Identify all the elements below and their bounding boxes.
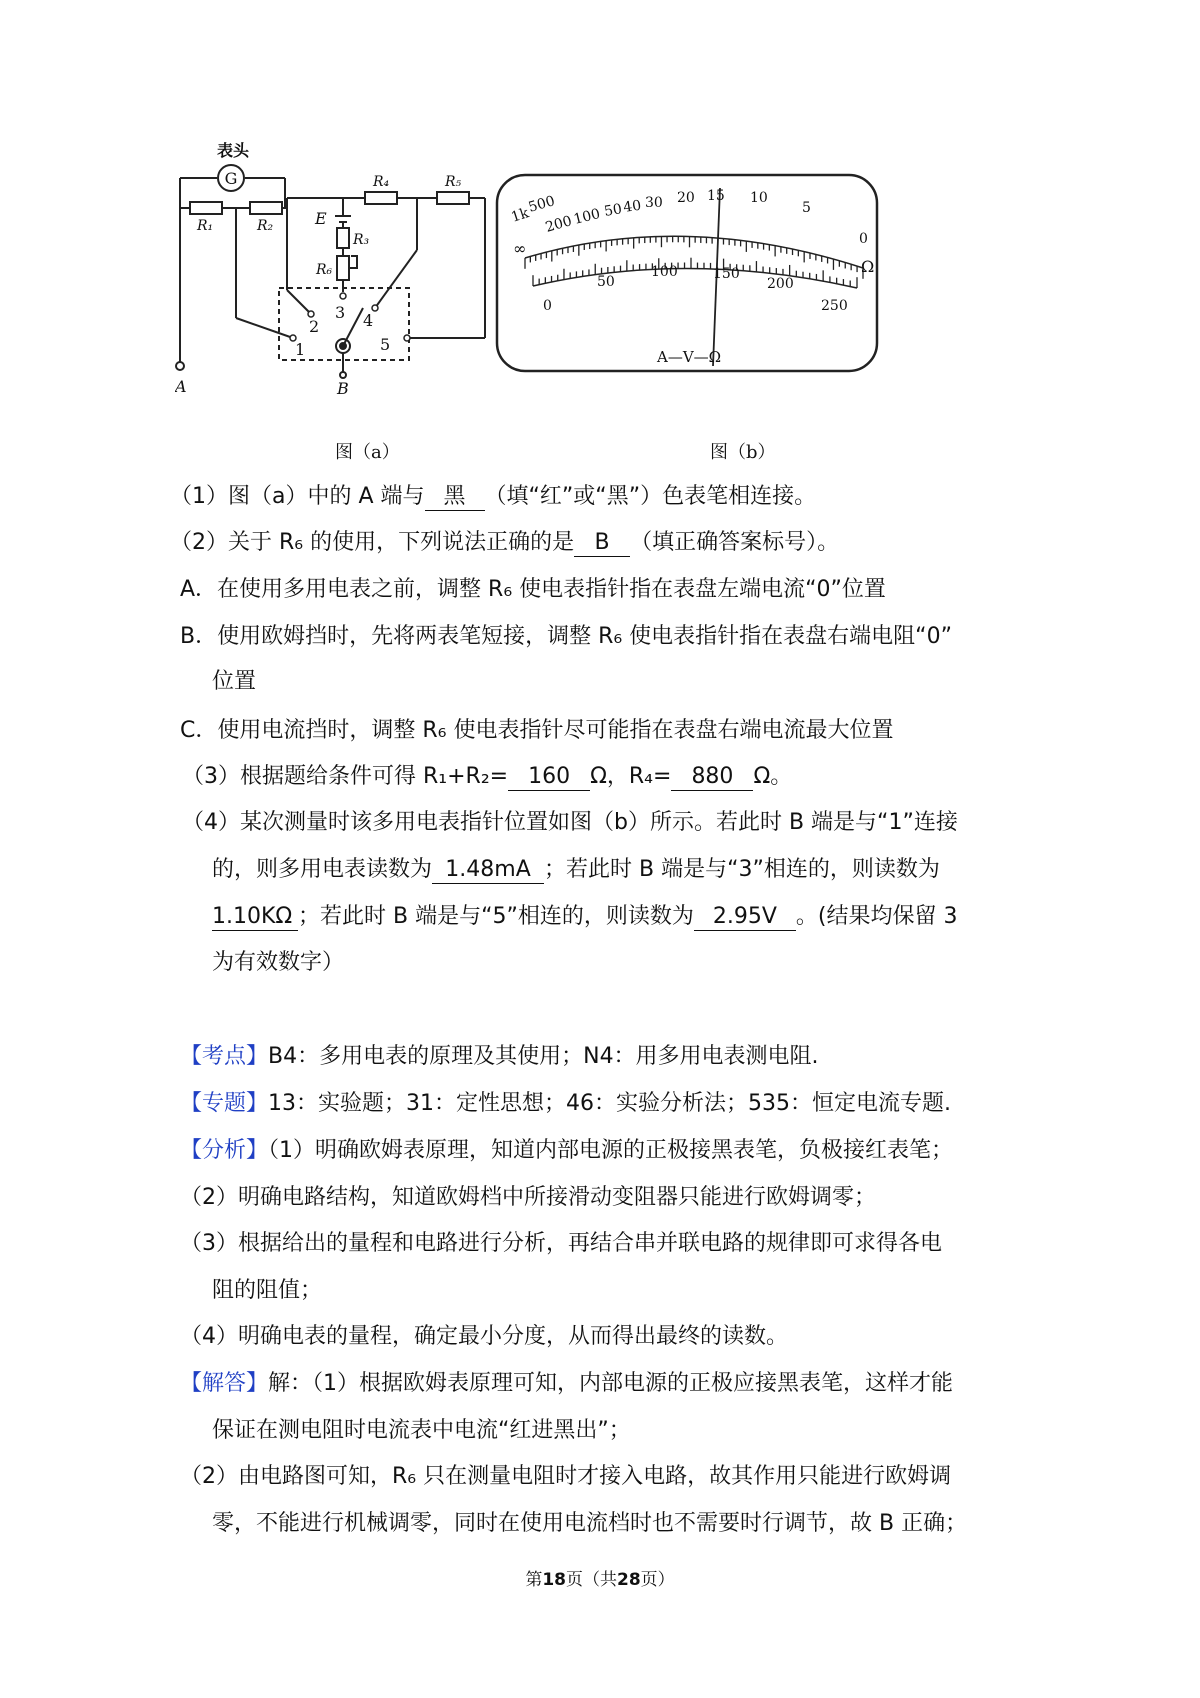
- ohm-scale-label-15: 15: [707, 188, 725, 204]
- switch-position-2: 2: [309, 317, 320, 336]
- ohm-scale-label-20: 20: [677, 190, 695, 206]
- question-4-line1: （4）某次测量时该多用电表指针位置如图（b）所示。若此时 B 端是与“1”连接: [182, 810, 958, 835]
- switch-position-3: 3: [335, 303, 346, 322]
- page-number: 18: [542, 1570, 566, 1590]
- r4-label: R₄: [373, 174, 390, 190]
- ohm-scale-label-100: 100: [572, 205, 602, 228]
- dc-scale-label-200: 200: [767, 276, 794, 292]
- option-b-line1: B．使用欧姆挡时，先将两表笔短接，调整 R₆ 使电表指针指在表盘右端电阻“0”: [180, 624, 952, 649]
- figures-area: [175, 140, 975, 460]
- fenxi-label: 【分析】: [180, 1138, 269, 1163]
- ohm-scale-label-0: 0: [859, 231, 868, 247]
- kaodian-label: 【考点】: [180, 1044, 269, 1069]
- switch-position-5: 5: [380, 335, 391, 354]
- meter-label: 表头: [217, 141, 250, 160]
- terminal-a-label: A: [175, 377, 187, 396]
- fenxi-line3: （3）根据给出的量程和电路进行分析，再结合串并联电路的规律即可求得各电: [180, 1231, 942, 1256]
- switch-position-4: 4: [363, 311, 374, 330]
- jieda-line3: （2）由电路图可知，R₆ 只在测量电阻时才接入电路，故其作用只能进行欧姆调: [180, 1464, 952, 1489]
- total-pages: 28: [617, 1570, 641, 1590]
- ohm-scale-label-500: 500: [526, 193, 557, 216]
- fenxi-line4: 阻的阻值；: [212, 1278, 323, 1303]
- ohm-scale-label-1k: 1k: [509, 205, 531, 226]
- jieda-line2: 保证在测电阻时电流表中电流“红进黑出”；: [212, 1418, 631, 1443]
- dc-scale-label-250: 250: [821, 298, 848, 314]
- jieda-label: 【解答】: [180, 1371, 269, 1396]
- jieda-line4: 零，不能进行机械调零，同时在使用电流档时也不需要时行调节，故 B 正确；: [212, 1511, 968, 1536]
- r5-label: R₅: [445, 174, 462, 190]
- answer-2: B: [574, 530, 630, 557]
- answer-3a: 160: [508, 764, 590, 791]
- dc-scale-label-100: 100: [651, 264, 678, 280]
- switch-position-1: 1: [295, 340, 306, 359]
- r1-label: R₁: [197, 218, 214, 234]
- fenxi-line1: 【分析】（1）明确欧姆表原理，知道内部电源的正极接黑表笔，负极接红表笔；: [180, 1138, 954, 1163]
- r2-label: R₂: [257, 218, 274, 234]
- dc-scale-label-50: 50: [597, 274, 615, 290]
- answer-4c: 2.95V: [694, 904, 796, 931]
- question-2: （2）关于 R₆ 的使用，下列说法正确的是 B （填正确答案标号）。: [170, 530, 840, 555]
- question-4-line3: 1.10KΩ ；若此时 B 端是与“5”相连的，则读数为 2.95V 。(结果均保留 3: [212, 904, 958, 929]
- battery-label: E: [315, 209, 327, 228]
- r6-label: R₆: [316, 262, 333, 278]
- zhuanti-line: 【专题】13：实验题；31：定性思想；46：实验分析法；535：恒定电流专题.: [180, 1091, 951, 1116]
- figure-b-caption: 图（b）: [710, 442, 776, 463]
- answer-4b: 1.10KΩ: [212, 904, 298, 931]
- fenxi-line5: （4）明确电表的量程，确定最小分度，从而得出最终的读数。: [180, 1324, 788, 1349]
- page-footer: 第18页（共28页）: [525, 1570, 675, 1590]
- ohm-scale-label-40: 40: [622, 197, 643, 216]
- question-4-line4: 为有效数字）: [212, 950, 345, 975]
- dc-scale-label-0: 0: [543, 298, 552, 314]
- option-c: C．使用电流挡时，调整 R₆ 使电表指针尽可能指在表盘右端电流最大位置: [180, 718, 894, 743]
- ohm-scale-label-10: 10: [750, 190, 768, 206]
- answer-4a: 1.48mA: [432, 857, 544, 884]
- kaodian-line: 【考点】B4：多用电表的原理及其使用；N4：用多用电表测电阻.: [180, 1044, 819, 1069]
- meter-face: [497, 175, 877, 371]
- circuit-diagram: [176, 178, 485, 378]
- answer-1: 黑: [425, 484, 485, 511]
- ohm-unit: Ω: [861, 257, 875, 276]
- answer-3b: 880: [671, 764, 753, 791]
- ohm-scale-label-50: 50: [602, 201, 624, 220]
- question-3: （3）根据题给条件可得 R₁+R₂= 160 Ω，R₄= 880 Ω。: [182, 764, 793, 789]
- terminal-b-label: B: [337, 379, 349, 398]
- dc-scale-label-150: 150: [713, 266, 740, 282]
- option-b-line2: 位置: [212, 669, 257, 694]
- ohm-scale-label-200: 200: [543, 213, 574, 236]
- jieda-line1: 【解答】解：（1）根据欧姆表原理可知，内部电源的正极应接黑表笔，这样才能: [180, 1371, 954, 1396]
- ohm-scale-label-30: 30: [645, 195, 663, 211]
- zhuanti-label: 【专题】: [180, 1091, 269, 1116]
- galvanometer-label: G: [224, 169, 238, 188]
- mode-label: A—V—Ω: [657, 348, 722, 366]
- ohm-scale-label-5: 5: [802, 200, 811, 216]
- figure-a-caption: 图（a）: [335, 442, 400, 463]
- question-1: （1）图（a）中的 A 端与 黑 （填“红”或“黑”）色表笔相连接。: [170, 484, 817, 509]
- fenxi-line2: （2）明确电路结构，知道欧姆档中所接滑动变阻器只能进行欧姆调零；: [180, 1185, 876, 1210]
- infinity-symbol: ∞: [513, 239, 527, 258]
- r3-label: R₃: [353, 232, 370, 248]
- question-4-line2: 的，则多用电表读数为 1.48mA ；若此时 B 端是与“3”相连的，则读数为: [212, 857, 940, 882]
- option-a: A．在使用多用电表之前，调整 R₆ 使电表指针指在表盘左端电流“0”位置: [180, 577, 886, 602]
